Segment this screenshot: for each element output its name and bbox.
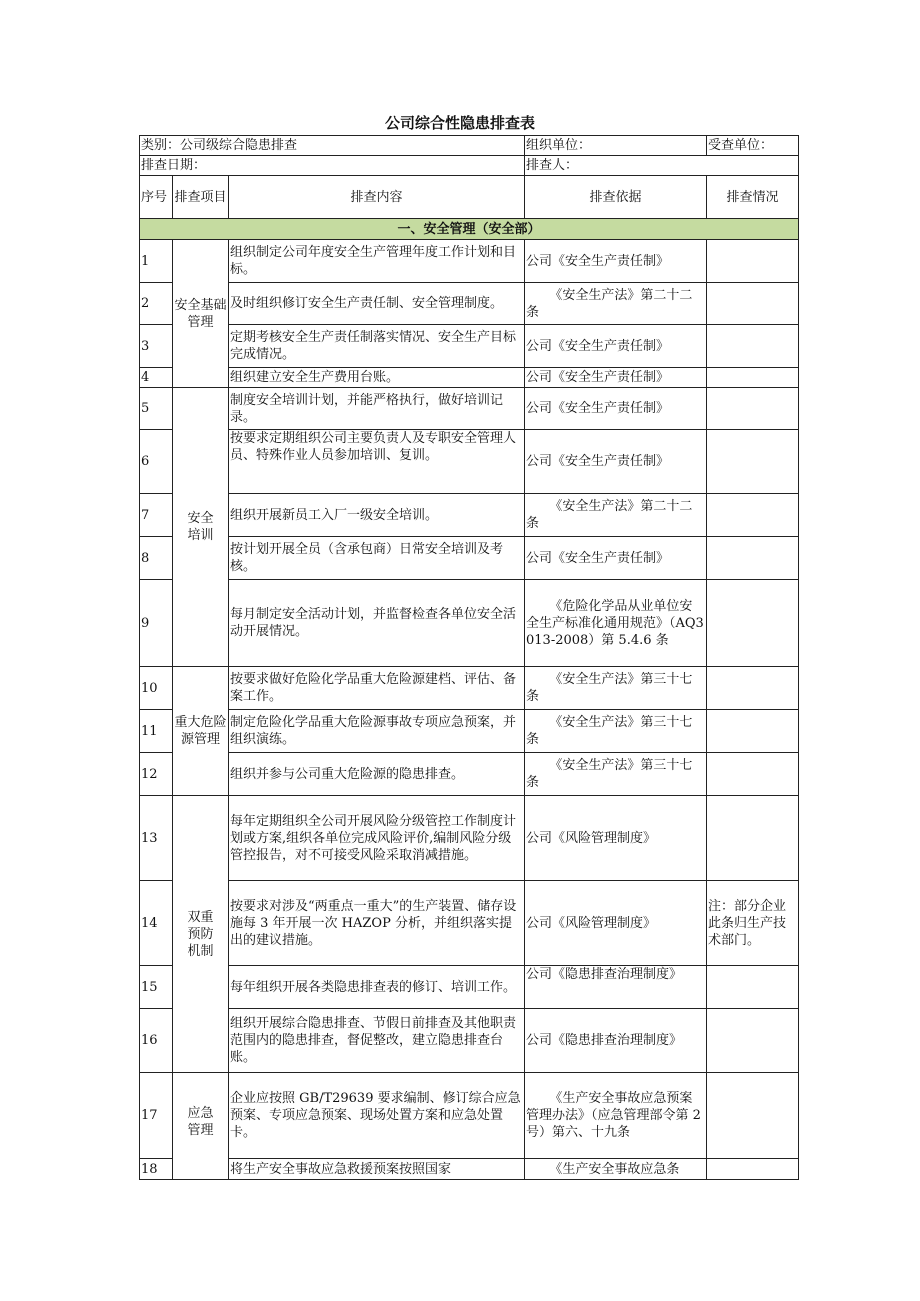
row-status bbox=[707, 966, 799, 1009]
row-content: 制度安全培训计划，并能严格执行，做好培训记录。 bbox=[229, 388, 525, 430]
row-content: 每年定期组织全公司开展风险分级管控工作制度计划或方案,组织各单位完成风险评价,编制风险分级管控报告，对不可接受风险采取消减措施。 bbox=[229, 796, 525, 881]
row-status bbox=[707, 430, 799, 494]
row-basis: 公司《安全生产责任制》 bbox=[525, 325, 707, 368]
row-basis: 公司《安全生产责任制》 bbox=[525, 368, 707, 388]
row-content: 按要求对涉及“两重点一重大”的生产装置、储存设施每 3 年开展一次 HAZOP 分析，并组织落实提出的建议措施。 bbox=[229, 881, 525, 966]
table-row bbox=[140, 1073, 799, 1159]
row-content: 制定危险化学品重大危险源事故专项应急预案，并组织演练。 bbox=[229, 710, 525, 753]
table-row bbox=[140, 368, 799, 388]
row-status: 注：部分企业此条归生产技术部门。 bbox=[707, 881, 799, 966]
table-row bbox=[140, 388, 799, 430]
row-basis: 公司《隐患排查治理制度》 bbox=[525, 966, 707, 1009]
row-number: 11 bbox=[140, 710, 173, 753]
group-label: 应急管理 bbox=[173, 1073, 229, 1180]
row-basis: 公司《安全生产责任制》 bbox=[525, 430, 707, 494]
table-row bbox=[140, 881, 799, 966]
row-number: 6 bbox=[140, 430, 173, 494]
row-number: 5 bbox=[140, 388, 173, 430]
row-content: 组织并参与公司重大危险源的隐患排查。 bbox=[229, 753, 525, 796]
row-basis: 公司《隐患排查治理制度》 bbox=[525, 1009, 707, 1073]
row-status bbox=[707, 1073, 799, 1159]
table-row bbox=[140, 710, 799, 753]
inspector-field: 排查人： bbox=[525, 156, 799, 176]
group-label: 重大危险源管理 bbox=[173, 667, 229, 796]
table-row bbox=[140, 796, 799, 881]
page-title: 公司综合性隐患排查表 bbox=[384, 114, 535, 132]
row-status bbox=[707, 580, 799, 667]
col-seq: 序号 bbox=[140, 176, 173, 219]
row-status bbox=[707, 494, 799, 537]
row-basis: 《生产安全事故应急条 bbox=[525, 1159, 707, 1180]
row-content: 企业应按照 GB/T29639 要求编制、修订综合应急预案、专项应急预案、现场处置方案和应急处置卡。 bbox=[229, 1073, 525, 1159]
table-row bbox=[140, 325, 799, 368]
row-basis: 公司《风险管理制度》 bbox=[525, 796, 707, 881]
row-number: 10 bbox=[140, 667, 173, 710]
row-number: 12 bbox=[140, 753, 173, 796]
table-row bbox=[140, 1159, 799, 1180]
row-status bbox=[707, 325, 799, 368]
row-content: 每月制定安全活动计划，并监督检查各单位安全活动开展情况。 bbox=[229, 580, 525, 667]
row-status bbox=[707, 667, 799, 710]
row-status bbox=[707, 537, 799, 580]
row-basis: 《安全生产法》第二十二条 bbox=[525, 494, 707, 537]
group-label: 安全基础管理 bbox=[173, 240, 229, 388]
column-header-row bbox=[140, 176, 799, 219]
row-number: 4 bbox=[140, 368, 173, 388]
row-status bbox=[707, 796, 799, 881]
table-row bbox=[140, 753, 799, 796]
row-number: 14 bbox=[140, 881, 173, 966]
col-content: 排查内容 bbox=[229, 176, 525, 219]
row-number: 3 bbox=[140, 325, 173, 368]
row-number: 2 bbox=[140, 283, 173, 325]
row-number: 8 bbox=[140, 537, 173, 580]
row-basis: 公司《安全生产责任制》 bbox=[525, 240, 707, 283]
org-unit-field: 组织单位： bbox=[525, 136, 707, 156]
row-number: 1 bbox=[140, 240, 173, 283]
row-content: 按要求定期组织公司主要负责人及专职安全管理人员、特殊作业人员参加培训、复训。 bbox=[229, 430, 525, 494]
table-row bbox=[140, 494, 799, 537]
row-number: 7 bbox=[140, 494, 173, 537]
row-basis: 公司《安全生产责任制》 bbox=[525, 537, 707, 580]
group-label: 双重预防机制 bbox=[173, 796, 229, 1073]
row-status bbox=[707, 753, 799, 796]
row-basis: 《安全生产法》第三十七条 bbox=[525, 753, 707, 796]
col-status: 排查情况 bbox=[707, 176, 799, 219]
row-content: 组织开展新员工入厂一级安全培训。 bbox=[229, 494, 525, 537]
row-content: 组织建立安全生产费用台账。 bbox=[229, 368, 525, 388]
table-row bbox=[140, 537, 799, 580]
header-row-date bbox=[140, 156, 799, 176]
row-status bbox=[707, 710, 799, 753]
row-status bbox=[707, 283, 799, 325]
category-field: 类别：公司级综合隐患排查 bbox=[140, 136, 525, 156]
row-status bbox=[707, 1009, 799, 1073]
table-row bbox=[140, 240, 799, 283]
table-row bbox=[140, 430, 799, 494]
row-status bbox=[707, 240, 799, 283]
row-number: 15 bbox=[140, 966, 173, 1009]
row-number: 13 bbox=[140, 796, 173, 881]
row-status bbox=[707, 388, 799, 430]
row-basis: 《危险化学品从业单位安全生产标准化通用规范》（AQ3013-2008）第 5.4.6 条 bbox=[525, 580, 707, 667]
row-basis: 《安全生产法》第三十七条 bbox=[525, 710, 707, 753]
col-item: 排查项目 bbox=[173, 176, 229, 219]
row-content: 每年组织开展各类隐患排查表的修订、培训工作。 bbox=[229, 966, 525, 1009]
table-row bbox=[140, 283, 799, 325]
inspection-table bbox=[139, 135, 799, 1180]
header-row-category bbox=[140, 136, 799, 156]
group-label: 安全培训 bbox=[173, 388, 229, 667]
row-basis: 公司《风险管理制度》 bbox=[525, 881, 707, 966]
col-basis: 排查依据 bbox=[525, 176, 707, 219]
table-row bbox=[140, 667, 799, 710]
row-number: 16 bbox=[140, 1009, 173, 1073]
row-status bbox=[707, 368, 799, 388]
row-basis: 《安全生产法》第二十二条 bbox=[525, 283, 707, 325]
table-row bbox=[140, 1009, 799, 1073]
row-basis: 《生产安全事故应急预案管理办法》（应急管理部令第 2 号）第六、十九条 bbox=[525, 1073, 707, 1159]
date-field: 排查日期： bbox=[140, 156, 525, 176]
row-content: 将生产安全事故应急救援预案按照国家 bbox=[229, 1159, 525, 1180]
row-content: 组织开展综合隐患排查、节假日前排查及其他职责范围内的隐患排查，督促整改，建立隐患排查台账。 bbox=[229, 1009, 525, 1073]
row-status bbox=[707, 1159, 799, 1180]
row-content: 定期考核安全生产责任制落实情况、安全生产目标完成情况。 bbox=[229, 325, 525, 368]
row-content: 按计划开展全员（含承包商）日常安全培训及考核。 bbox=[229, 537, 525, 580]
row-number: 17 bbox=[140, 1073, 173, 1159]
row-number: 9 bbox=[140, 580, 173, 667]
row-content: 组织制定公司年度安全生产管理年度工作计划和目标。 bbox=[229, 240, 525, 283]
inspected-unit-field: 受查单位： bbox=[707, 136, 799, 156]
row-content: 及时组织修订安全生产责任制、安全管理制度。 bbox=[229, 283, 525, 325]
section-row bbox=[140, 219, 799, 240]
table-row bbox=[140, 580, 799, 667]
row-content: 按要求做好危险化学品重大危险源建档、评估、备案工作。 bbox=[229, 667, 525, 710]
row-number: 18 bbox=[140, 1159, 173, 1180]
section-title: 一、安全管理（安全部） bbox=[140, 219, 799, 240]
row-basis: 公司《安全生产责任制》 bbox=[525, 388, 707, 430]
row-basis: 《安全生产法》第三十七条 bbox=[525, 667, 707, 710]
table-row bbox=[140, 966, 799, 1009]
